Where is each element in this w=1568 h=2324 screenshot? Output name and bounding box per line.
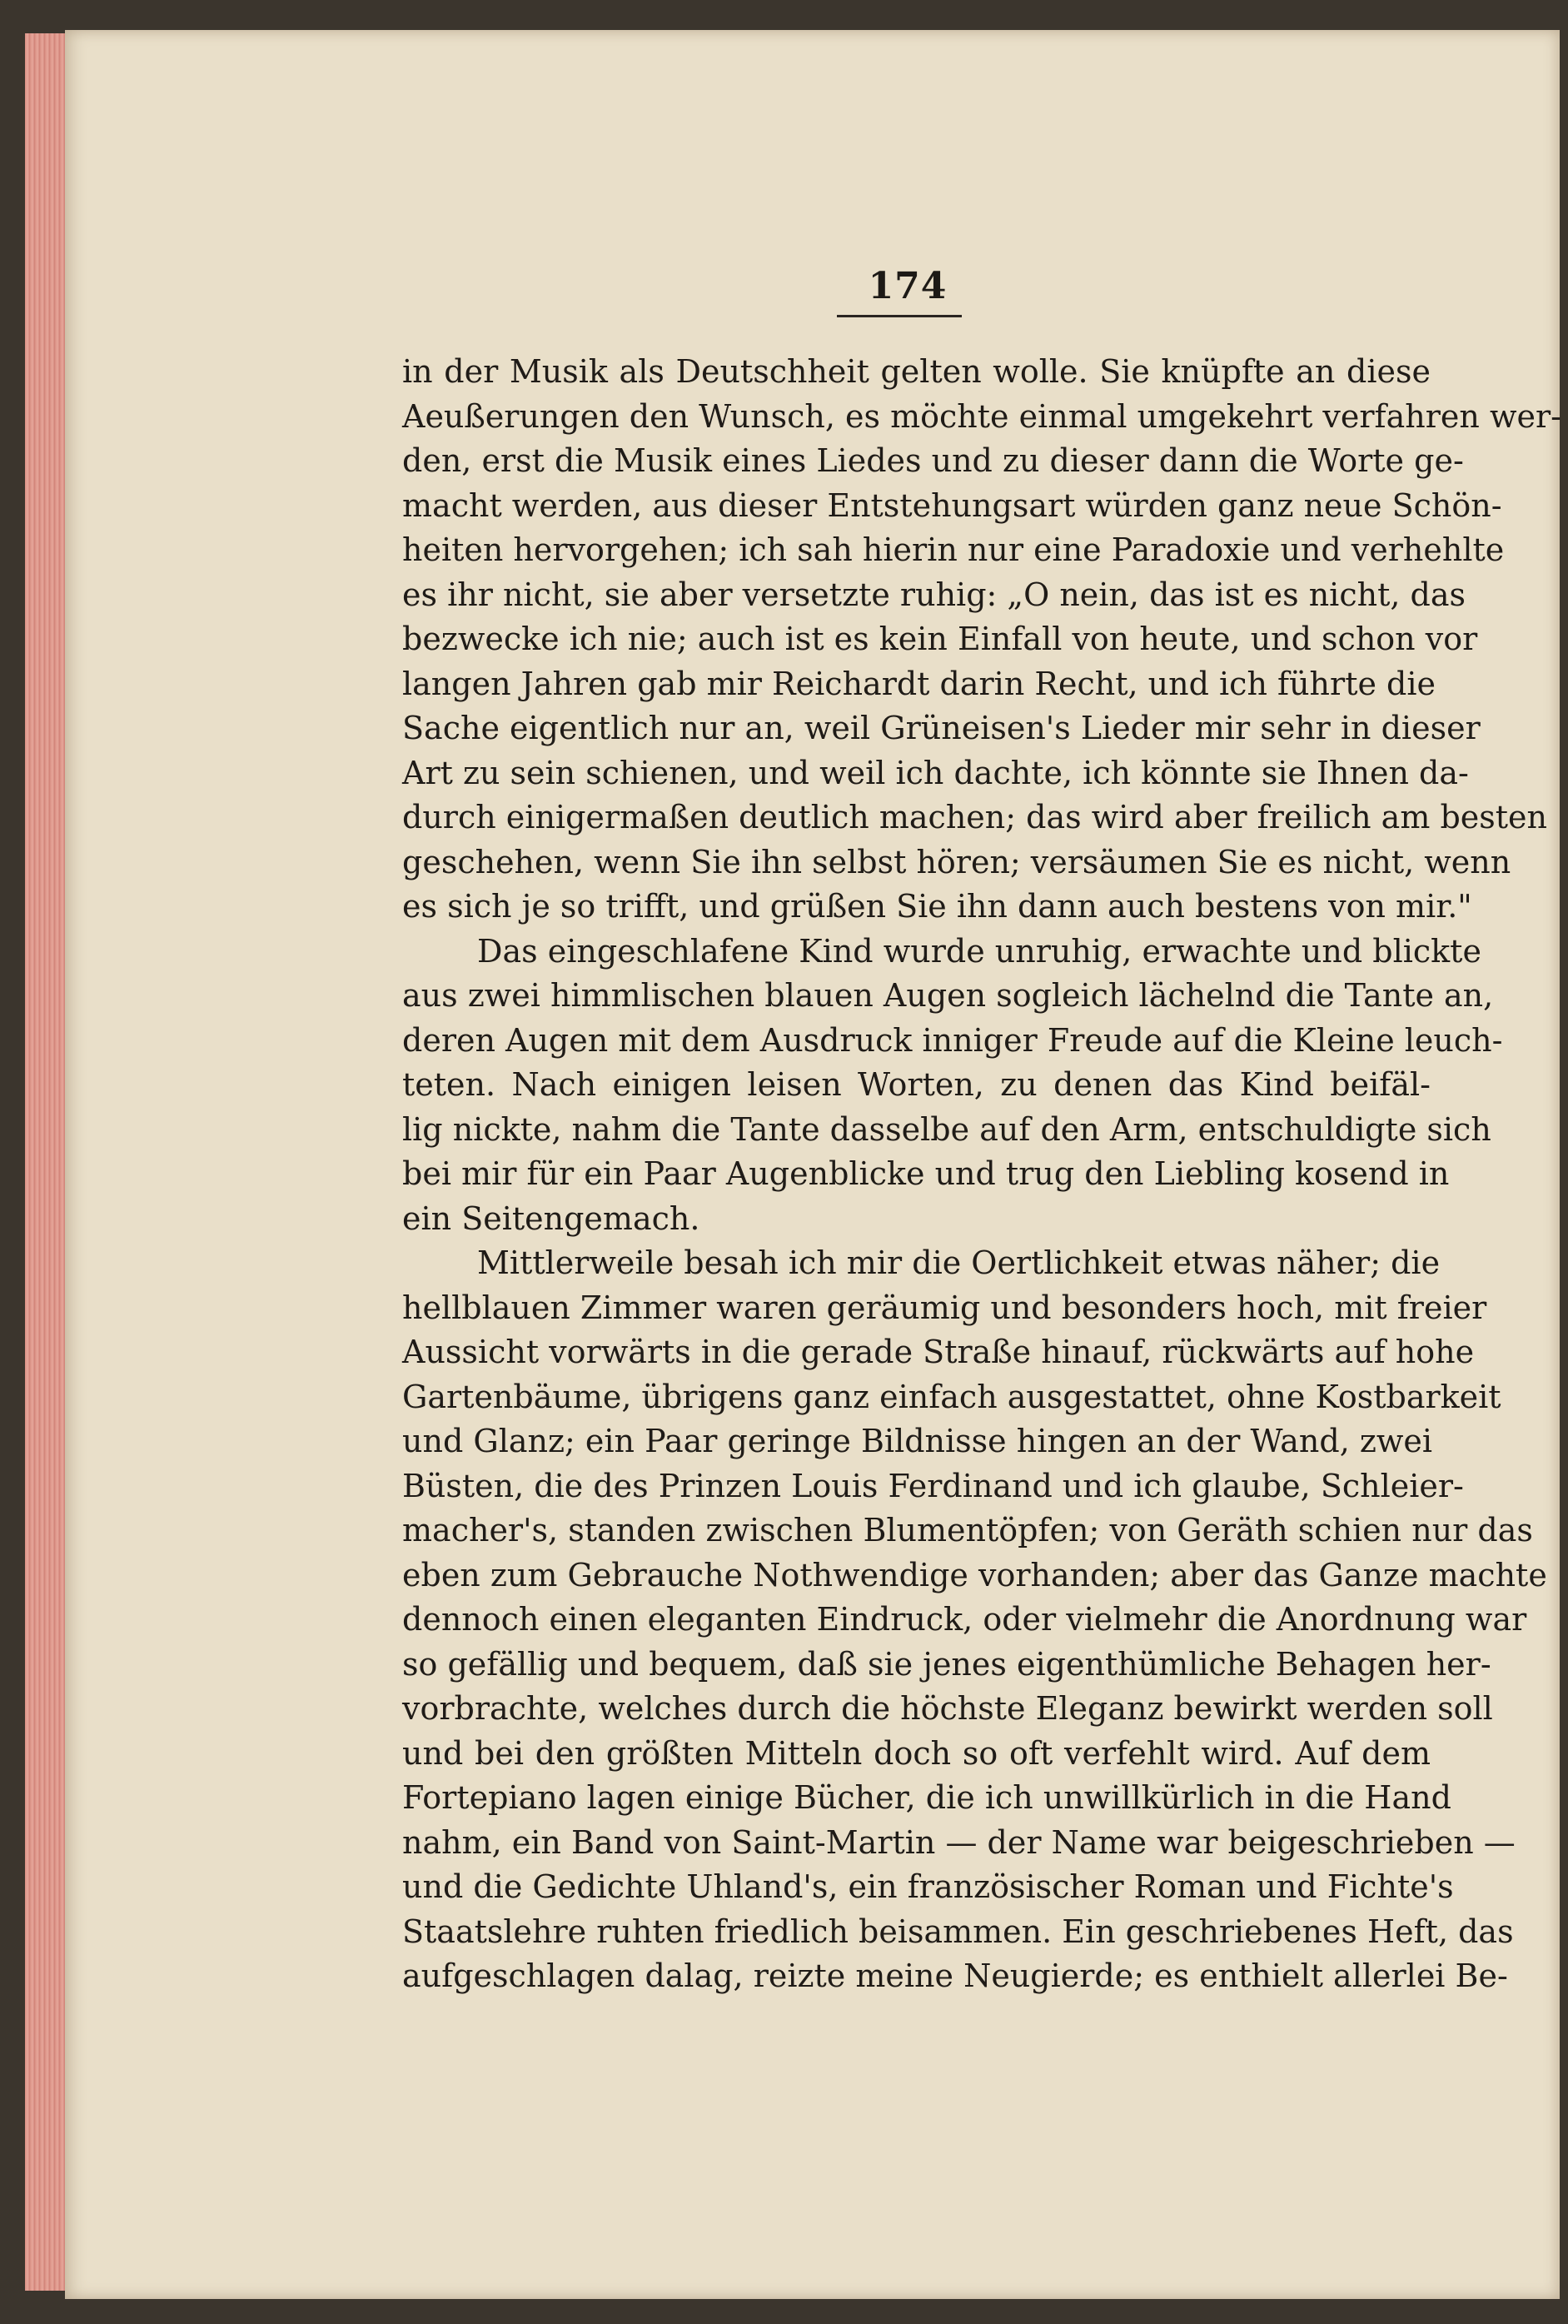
text-line: es sich je so trifft, und grüßen Sie ihn dann auch bestens von mir." (402, 888, 1472, 925)
text-line: Aeußerungen den Wunsch, es möchte einmal umgekehrt verfahren wer- (402, 397, 1561, 435)
text-line: Art zu sein schienen, und weil ich dachte, ich könnte sie Ihnen da- (402, 754, 1469, 791)
text-line: den, erst die Musik eines Liedes und zu dieser dann die Worte ge- (402, 442, 1464, 479)
page-number: 174 (868, 265, 948, 307)
text-line: Büsten, die des Prinzen Louis Ferdinand und ich glaube, Schleier- (402, 1467, 1464, 1504)
text-line: und Glanz; ein Paar geringe Bildnisse hingen an der Wand, zwei (402, 1423, 1433, 1459)
text-line: macht werden, aus dieser Entstehungsart würden ganz neue Schön- (402, 486, 1502, 524)
text-line: Gartenbäume, übrigens ganz einfach ausgestattet, ohne Kostbarkeit (402, 1378, 1501, 1415)
text-line: heiten hervorgehen; ich sah hierin nur eine Paradoxie und verhehlte (402, 531, 1505, 568)
text-line: aufgeschlagen dalag, reizte meine Neugierde; es enthielt allerlei Be- (402, 1957, 1508, 1994)
text-line: Fortepiano lagen einige Bücher, die ich unwillkürlich in die Hand (402, 1779, 1451, 1816)
text-line: macher's, standen zwischen Blumentöpfen; von Geräth schien nur das (402, 1512, 1533, 1549)
text-line: langen Jahren gab mir Reichardt darin Recht, und ich führte die (402, 665, 1436, 702)
page-number-rule (837, 315, 962, 317)
text-line: es ihr nicht, sie aber versetzte ruhig: „O nein, das ist es nicht, das (402, 576, 1466, 613)
text-line: in der Musik als Deutschheit gelten wolle. Sie knüpfte an diese (402, 353, 1431, 390)
text-line: vorbrachte, welches durch die höchste Eleganz bewirkt werden soll (402, 1690, 1493, 1727)
text-line: so gefällig und bequem, daß sie jenes eigenthümliche Behagen her- (402, 1645, 1491, 1683)
text-line: dennoch einen eleganten Eindruck, oder vielmehr die Anordnung war (402, 1601, 1527, 1638)
text-line: deren Augen mit dem Ausdruck inniger Freude auf die Kleine leuch- (402, 1021, 1503, 1059)
text-line: bei mir für ein Paar Augenblicke und trug den Liebling kosend in (402, 1155, 1450, 1192)
text-line: Das eingeschlafene Kind wurde unruhig, erwachte und blickte (477, 932, 1481, 970)
text-line: Sache eigentlich nur an, weil Grüneisen's Lieder mir sehr in dieser (402, 710, 1481, 746)
text-line: hellblauen Zimmer waren geräumig und besonders hoch, mit freier (402, 1289, 1487, 1326)
text-line: teten. Nach einigen leisen Worten, zu denen das Kind beifäl- (402, 1066, 1431, 1103)
text-line: und bei den größten Mitteln doch so oft verfehlt wird. Auf dem (402, 1734, 1431, 1772)
text-line: und die Gedichte Uhland's, ein französischer Roman und Fichte's (402, 1868, 1454, 1905)
text-line: durch einigermaßen deutlich machen; das wird aber freilich am besten (402, 799, 1547, 835)
text-line: eben zum Gebrauche Nothwendige vorhanden; aber das Ganze machte (402, 1556, 1547, 1593)
body-text (402, 350, 1561, 1999)
text-line: ein Seitengemach. (402, 1199, 700, 1237)
text-line: Mittlerweile besah ich mir die Oertlichkeit etwas näher; die (477, 1244, 1441, 1281)
text-line: bezwecke ich nie; auch ist es kein Einfall von heute, und schon vor (402, 621, 1478, 657)
text-line: Staatslehre ruhten friedlich beisammen. Ein geschriebenes Heft, das (402, 1913, 1514, 1950)
text-line: aus zwei himmlischen blauen Augen sogleich lächelnd die Tante an, (402, 977, 1494, 1014)
text-line: geschehen, wenn Sie ihn selbst hören; versäumen Sie es nicht, wenn (402, 843, 1511, 880)
text-line: nahm, ein Band von Saint-Martin — der Name war beigeschrieben — (402, 1823, 1516, 1861)
text-line: Aussicht vorwärts in die gerade Straße hinauf, rückwärts auf hohe (402, 1334, 1475, 1370)
text-line: lig nickte, nahm die Tante dasselbe auf den Arm, entschuldigte sich (402, 1110, 1491, 1148)
